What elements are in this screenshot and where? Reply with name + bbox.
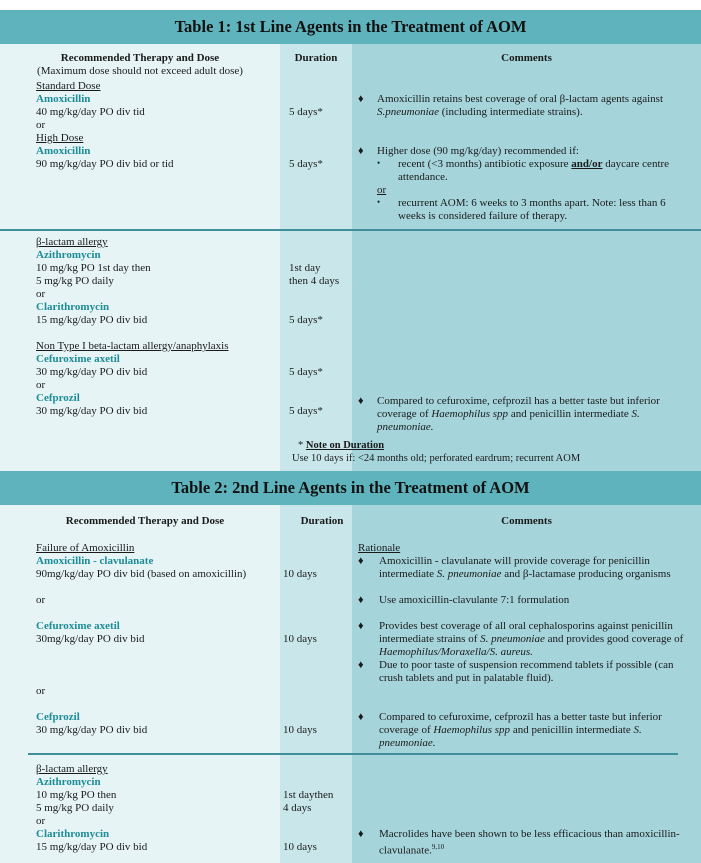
- bullet-icon: ♦: [358, 145, 364, 157]
- failure-amoxicillin-label: Failure of Amoxicillin: [36, 542, 135, 554]
- note-on-duration-text: Use 10 days if: <24 months old; perforated eardrum; recurrent AOM: [292, 453, 581, 464]
- comment-or: or: [377, 184, 387, 196]
- bullet-icon: ♦: [358, 594, 364, 606]
- table1-header-duration: Duration: [294, 52, 338, 64]
- cefprozil-dose: 30 mg/kg/day PO div bid: [36, 724, 148, 736]
- azithromycin-dose-1: 10 mg/kg PO then: [36, 789, 117, 801]
- comment-cefprozil: Compared to cefuroxime, cefprozil has a better taste but inferior coverage of Haemophilus spp and penicillin intermediate S. pneumoniae.: [377, 395, 660, 433]
- cefprozil-dose: 30 mg/kg/day PO div bid: [36, 405, 148, 417]
- table1-header-comments: Comments: [501, 52, 552, 64]
- azithromycin-duration-2: 4 days: [283, 802, 312, 814]
- or-label: or: [36, 288, 46, 300]
- amox-clav-dose: 90mg/kg/day PO div bid (based on amoxicillin): [36, 568, 247, 580]
- bullet-icon: ♦: [358, 93, 364, 105]
- rationale-label: Rationale: [358, 542, 401, 554]
- beta-lactam-allergy-label: β-lactam allergy: [36, 236, 108, 248]
- non-type-allergy-label: Non Type I beta-lactam allergy/anaphylaxis: [36, 340, 229, 352]
- bullet-icon: ♦: [358, 555, 364, 567]
- or-label: or: [36, 379, 46, 391]
- azithromycin-dose-1: 10 mg/kg PO 1st day then: [36, 262, 151, 274]
- cefuroxime-duration: 10 days: [283, 633, 317, 645]
- azithromycin-name: Azithromycin: [36, 776, 101, 788]
- clarithromycin-duration: 5 days*: [289, 314, 323, 326]
- cefuroxime-name: Cefuroxime axetil: [36, 353, 120, 365]
- comment-high-dose-reason1: recent (<3 months) antibiotic exposure and/or daycare centre attendance.: [398, 158, 670, 183]
- clarithromycin-dose: 15 mg/kg/day PO div bid: [36, 841, 148, 853]
- cefprozil-name: Cefprozil: [36, 711, 80, 723]
- cefuroxime-dose: 30 mg/kg/day PO div bid: [36, 366, 148, 378]
- clarithromycin-name: Clarithromycin: [36, 301, 110, 313]
- clarithromycin-dose: 15 mg/kg/day PO div bid: [36, 314, 148, 326]
- rationale-taste: Due to poor taste of suspension recommend tablets if possible (can crush tablets and put in palatable fluid).: [379, 659, 674, 684]
- amoxicillin-name: Amoxicillin: [36, 93, 91, 105]
- amoxicillin-high-duration: 5 days*: [289, 158, 323, 170]
- clarithromycin-name: Clarithromycin: [36, 828, 110, 840]
- rationale-macrolides: Macrolides have been shown to be less efficacious than amoxicillin-clavulanate.$^{9,10}$: [379, 828, 680, 857]
- amox-clav-duration: 10 days: [283, 568, 317, 580]
- cefuroxime-duration: 5 days*: [289, 366, 323, 378]
- azithromycin-dose-2: 5 mg/kg PO daily: [36, 275, 114, 287]
- bullet-icon: ♦: [358, 659, 364, 671]
- amoxicillin-duration: 5 days*: [289, 106, 323, 118]
- cefprozil-duration: 5 days*: [289, 405, 323, 417]
- divider: [28, 753, 678, 755]
- comment-high-dose-reason2: recurrent AOM: 6 weeks to 3 months apart. Note: less than 6 weeks is considered failure of therapy.: [398, 197, 666, 222]
- standard-dose-label: Standard Dose: [36, 80, 101, 92]
- bullet-icon: •: [377, 158, 381, 168]
- table2-header-duration: Duration: [300, 515, 344, 527]
- azithromycin-duration-1: 1st daythen: [283, 789, 334, 801]
- bullet-icon: ♦: [358, 711, 364, 723]
- or-label: or: [36, 815, 46, 827]
- azithromycin-dose-2: 5 mg/kg PO daily: [36, 802, 114, 814]
- table2-header-therapy: Recommended Therapy and Dose: [65, 515, 225, 527]
- beta-lactam-allergy-label: β-lactam allergy: [36, 763, 108, 775]
- table2-header-comments: Comments: [501, 515, 552, 527]
- amoxicillin-high-name: Amoxicillin: [36, 145, 91, 157]
- bullet-icon: •: [377, 197, 381, 207]
- amoxicillin-dose: 40 mg/kg/day PO div tid: [36, 106, 145, 118]
- azithromycin-duration-2: then 4 days: [289, 275, 340, 287]
- rationale-cefprozil: Compared to cefuroxime, cefprozil has a better taste but inferior coverage of Haemophilus spp and penicillin intermediate S. pneumoniae.: [379, 711, 662, 749]
- bullet-icon: ♦: [358, 828, 364, 840]
- or-label: or: [36, 685, 46, 697]
- or-label: or: [36, 594, 46, 606]
- note-on-duration-title: * Note on Duration: [298, 440, 385, 451]
- amox-clav-name: Amoxicillin - clavulanate: [36, 555, 154, 567]
- rationale-amox-clav: Amoxicillin - clavulanate will provide coverage for penicillin intermediate S. pneumoniae and β-lactamase producing organisms: [379, 555, 671, 580]
- bullet-icon: ♦: [358, 395, 364, 407]
- table2-title: Table 2: 2nd Line Agents in the Treatment of AOM: [0, 471, 701, 505]
- cefprozil-duration: 10 days: [283, 724, 317, 736]
- or-label: or: [36, 119, 46, 131]
- comment-amoxicillin: Amoxicillin retains best coverage of oral β-lactam agents against S.pneumoniae (including intermediate strains).: [377, 93, 663, 118]
- divider: [0, 229, 701, 231]
- azithromycin-duration-1: 1st day: [289, 262, 321, 274]
- rationale-cefuroxime: Provides best coverage of all oral cephalosporins against penicillin intermediate strains of S. pneumoniae and provides good coverage of Haemophilus/Moraxella/S. aureus.: [379, 620, 684, 658]
- amoxicillin-high-dose: 90 mg/kg/day PO div bid or tid: [36, 158, 174, 170]
- azithromycin-name: Azithromycin: [36, 249, 101, 261]
- cefuroxime-dose: 30mg/kg/day PO div bid: [36, 633, 145, 645]
- clarithromycin-duration: 10 days: [283, 841, 317, 853]
- bullet-icon: ♦: [358, 620, 364, 632]
- cefuroxime-name: Cefuroxime axetil: [36, 620, 120, 632]
- high-dose-label: High Dose: [36, 132, 84, 144]
- table1-header-therapy: Recommended Therapy and Dose: [60, 52, 220, 64]
- cefprozil-name: Cefprozil: [36, 392, 80, 404]
- table1-header-therapy-sub: (Maximum dose should not exceed adult dose): [37, 65, 243, 77]
- comment-high-dose: Higher dose (90 mg/kg/day) recommended if:: [377, 145, 579, 157]
- rationale-formulation: Use amoxicillin-clavulante 7:1 formulation: [379, 594, 570, 606]
- table1-title: Table 1: 1st Line Agents in the Treatment of AOM: [0, 10, 701, 44]
